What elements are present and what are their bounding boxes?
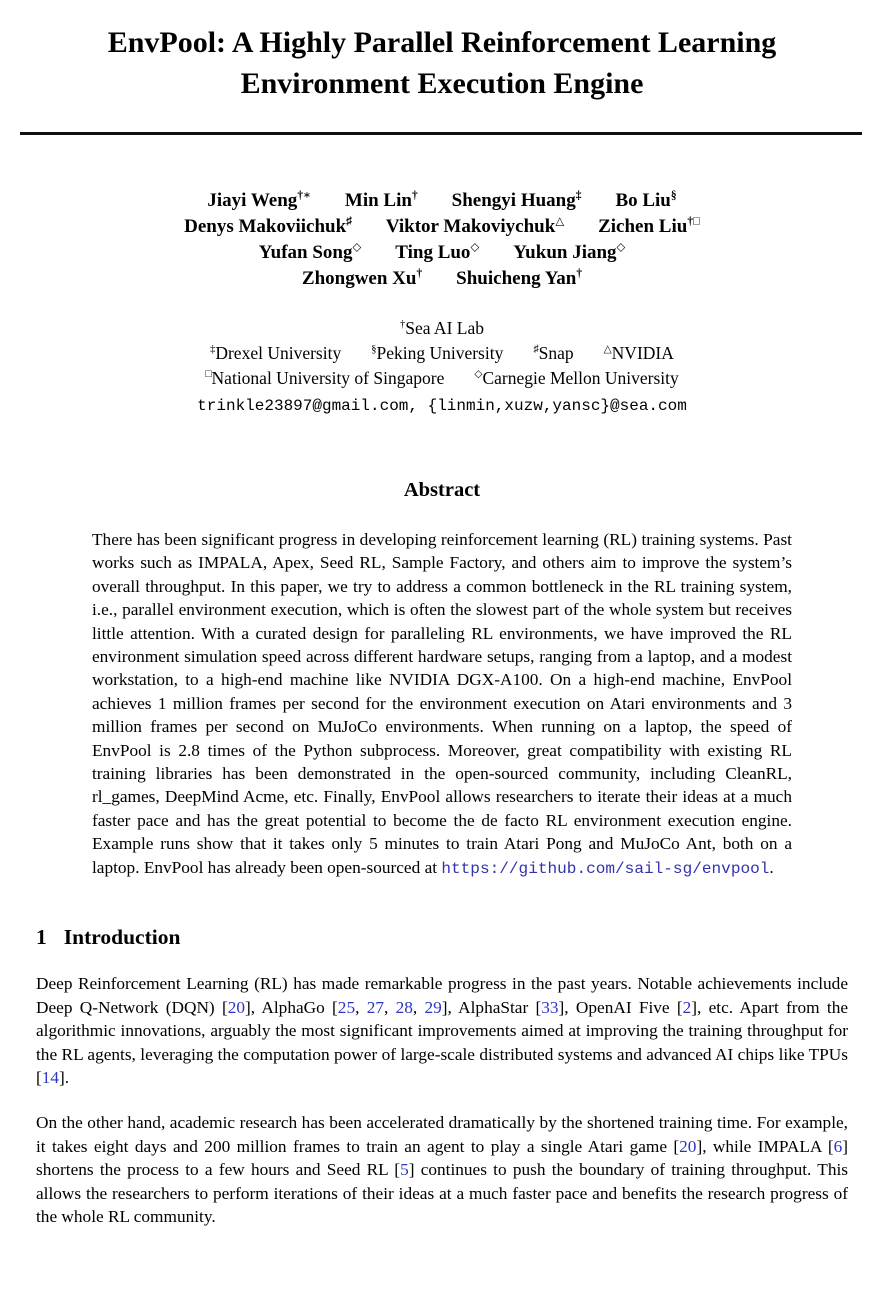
abstract-text bbox=[92, 528, 792, 881]
affiliation-mark: △ bbox=[555, 215, 565, 228]
affiliation-mark: ◇ bbox=[474, 369, 483, 381]
affiliation-mark: ♯ bbox=[533, 344, 539, 356]
author bbox=[513, 240, 625, 266]
citation-link[interactable]: 20 bbox=[227, 997, 245, 1017]
text-segment: ]. bbox=[59, 1068, 70, 1088]
affiliation-name: Drexel University bbox=[215, 343, 342, 363]
section-heading-introduction bbox=[36, 923, 848, 951]
affiliation-mark: ♯ bbox=[346, 215, 352, 228]
author bbox=[345, 188, 418, 214]
affiliation-mark: †∗ bbox=[297, 189, 311, 202]
affiliation-mark: †□ bbox=[687, 215, 700, 228]
affiliation bbox=[474, 366, 678, 391]
affiliation-mark: □ bbox=[205, 369, 212, 381]
affiliation-row bbox=[36, 316, 848, 341]
author bbox=[386, 214, 564, 240]
affiliation bbox=[205, 366, 444, 391]
citation-link[interactable]: 28 bbox=[395, 997, 413, 1017]
affiliation-mark: ◇ bbox=[470, 241, 480, 254]
text-segment: ], AlphaStar [ bbox=[441, 997, 542, 1017]
section-title: Introduction bbox=[63, 925, 181, 950]
citation-link[interactable]: 14 bbox=[41, 1068, 60, 1088]
text-segment: ] continues to push the boundary of training throughput. This allows the researchers to perform iterations of their ideas at a much faster pace and benefits the research progress of the whole RL community. bbox=[36, 1160, 848, 1227]
author-name: Jiayi Weng bbox=[207, 190, 298, 211]
affiliation-mark: ◇ bbox=[352, 241, 362, 254]
affiliation bbox=[533, 341, 573, 366]
affiliation-row bbox=[36, 341, 848, 366]
introduction-paragraph-1 bbox=[36, 972, 848, 1090]
citation-link[interactable]: 5 bbox=[400, 1160, 409, 1180]
affiliation-name: Snap bbox=[538, 343, 574, 363]
citation-link[interactable]: 29 bbox=[424, 997, 442, 1017]
author-block bbox=[36, 188, 848, 292]
author-name: Shengyi Huang bbox=[451, 190, 576, 211]
affiliation-mark: ‡ bbox=[575, 189, 582, 202]
affiliation-mark: † bbox=[576, 267, 583, 280]
text-segment: ], AlphaGo [ bbox=[245, 997, 338, 1017]
author-name: Min Lin bbox=[344, 190, 412, 211]
affiliation-name: NVIDIA bbox=[611, 343, 674, 363]
citation-link[interactable]: 27 bbox=[366, 997, 384, 1017]
affiliation-mark: △ bbox=[603, 344, 612, 356]
author bbox=[259, 240, 362, 266]
author bbox=[615, 188, 676, 214]
author-name: Zhongwen Xu bbox=[301, 268, 417, 289]
introduction-paragraph-2 bbox=[36, 1111, 848, 1229]
affiliation bbox=[604, 341, 674, 366]
affiliation bbox=[210, 341, 341, 366]
author-row bbox=[36, 266, 848, 292]
author bbox=[207, 188, 311, 214]
affiliation-block bbox=[36, 316, 848, 417]
text-segment: , bbox=[412, 997, 425, 1017]
affiliation-mark: † bbox=[416, 267, 423, 280]
section-number: 1 bbox=[36, 925, 47, 950]
affiliation-name: National University of Singapore bbox=[211, 368, 445, 388]
citation-link[interactable]: 6 bbox=[833, 1136, 843, 1156]
text-segment: Deep Reinforcement Learning (RL) has made remarkable progress in the past years. Notable achievements include Deep Q-Network (DQN) [ bbox=[36, 974, 848, 1017]
author-row bbox=[36, 188, 848, 214]
text-segment: ] shortens the process to a few hours and Seed RL [ bbox=[36, 1136, 848, 1180]
paper-title-line2: Environment Execution Engine bbox=[240, 67, 644, 100]
affiliation-mark: † bbox=[400, 319, 406, 331]
citation-link[interactable]: 33 bbox=[541, 997, 559, 1017]
affiliation-mark: § bbox=[670, 189, 677, 202]
affiliation-mark: ‡ bbox=[210, 344, 216, 356]
text-segment: ], while IMPALA [ bbox=[696, 1136, 834, 1156]
author bbox=[456, 266, 582, 292]
author bbox=[598, 214, 700, 240]
author-name: Bo Liu bbox=[615, 190, 671, 211]
text-segment: , bbox=[355, 997, 367, 1017]
abstract-heading: Abstract bbox=[403, 479, 481, 501]
text-segment: . bbox=[769, 857, 774, 877]
citation-link[interactable]: 20 bbox=[679, 1136, 697, 1156]
author bbox=[452, 188, 582, 214]
text-segment: ], etc. Apart from the algorithmic innovations, arguably the most significant improvements aimed at improving the training throughput for the RL agents, leveraging the computation power of large-scale distributed systems and advanced AI chips like TPUs [ bbox=[36, 997, 849, 1088]
affiliation-mark: § bbox=[371, 344, 377, 356]
affiliation-name: Sea AI Lab bbox=[405, 318, 484, 338]
paper-title bbox=[36, 22, 848, 104]
text-segment: , bbox=[383, 997, 396, 1017]
paper-title-line1: EnvPool: A Highly Parallel Reinforcement Learning bbox=[107, 26, 777, 59]
author-name: Shuicheng Yan bbox=[456, 268, 577, 289]
email-line: trinkle23897@gmail.com, {linmin,xuzw,yansc}@sea.com bbox=[197, 397, 687, 415]
citation-link[interactable]: 2 bbox=[682, 997, 692, 1017]
affiliation-mark: † bbox=[411, 189, 418, 202]
author-name: Ting Luo bbox=[395, 242, 471, 263]
affiliation-name: Peking University bbox=[376, 343, 504, 363]
affiliation-mark: ◇ bbox=[616, 241, 626, 254]
text-segment: ], OpenAI Five [ bbox=[558, 997, 683, 1017]
github-url-link[interactable]: https://github.com/sail-sg/envpool bbox=[441, 859, 770, 878]
affiliation-name: Carnegie Mellon University bbox=[482, 368, 679, 388]
author-name: Viktor Makoviychuk bbox=[385, 216, 556, 237]
author-name: Yufan Song bbox=[258, 242, 353, 263]
affiliation bbox=[400, 316, 484, 341]
author-row bbox=[36, 214, 848, 240]
author-name: Denys Makoviichuk bbox=[184, 216, 347, 237]
author-name: Yukun Jiang bbox=[513, 242, 617, 263]
author bbox=[302, 266, 422, 292]
author bbox=[395, 240, 479, 266]
title-rule bbox=[20, 132, 862, 135]
author-name: Zichen Liu bbox=[598, 216, 688, 237]
text-segment: On the other hand, academic research has been accelerated dramatically by the shortened training time. For example, it takes eight days and 200 million frames to train an agent to play a single Atari game [ bbox=[36, 1113, 848, 1156]
affiliation-row bbox=[36, 366, 848, 391]
author-row bbox=[36, 240, 848, 266]
author bbox=[184, 214, 352, 240]
affiliation bbox=[371, 341, 503, 366]
text-segment: There has been significant progress in developing reinforcement learning (RL) training systems. Past works such as IMPALA, Apex, Seed RL, Sample Factory, and others aim to improve the system’s overall throughput. In this paper, we try to address a common bottleneck in the RL training system, i.e., parallel environment execution, which is often the slowest part of the whole system but receives little attention. With a curated design for paralleling RL environments, we have improved the RL environment simulation speed across different hardware setups, ranging from a laptop, and a modest workstation, to a high-end machine like NVIDIA DGX-A100. On a high-end machine, EnvPool achieves 1 million frames per second for the environment execution on Atari environments and 3 million frames per second on MuJoCo environments. When running on a laptop, the speed of EnvPool is 2.8 times of the Python subprocess. Moreover, great compatibility with existing RL training libraries has been demonstrated in the open-sourced community, including CleanRL, rl_games, DeepMind Acme, etc. Finally, EnvPool allows researchers to iterate their ideas at a much faster pace and has the great potential to become the de facto RL environment execution engine. Example runs show that it takes only 5 minutes to train Atari Pong and MuJoCo Ant, both on a laptop. EnvPool has already been open-sourced at bbox=[92, 530, 792, 877]
citation-link[interactable]: 25 bbox=[337, 997, 356, 1017]
